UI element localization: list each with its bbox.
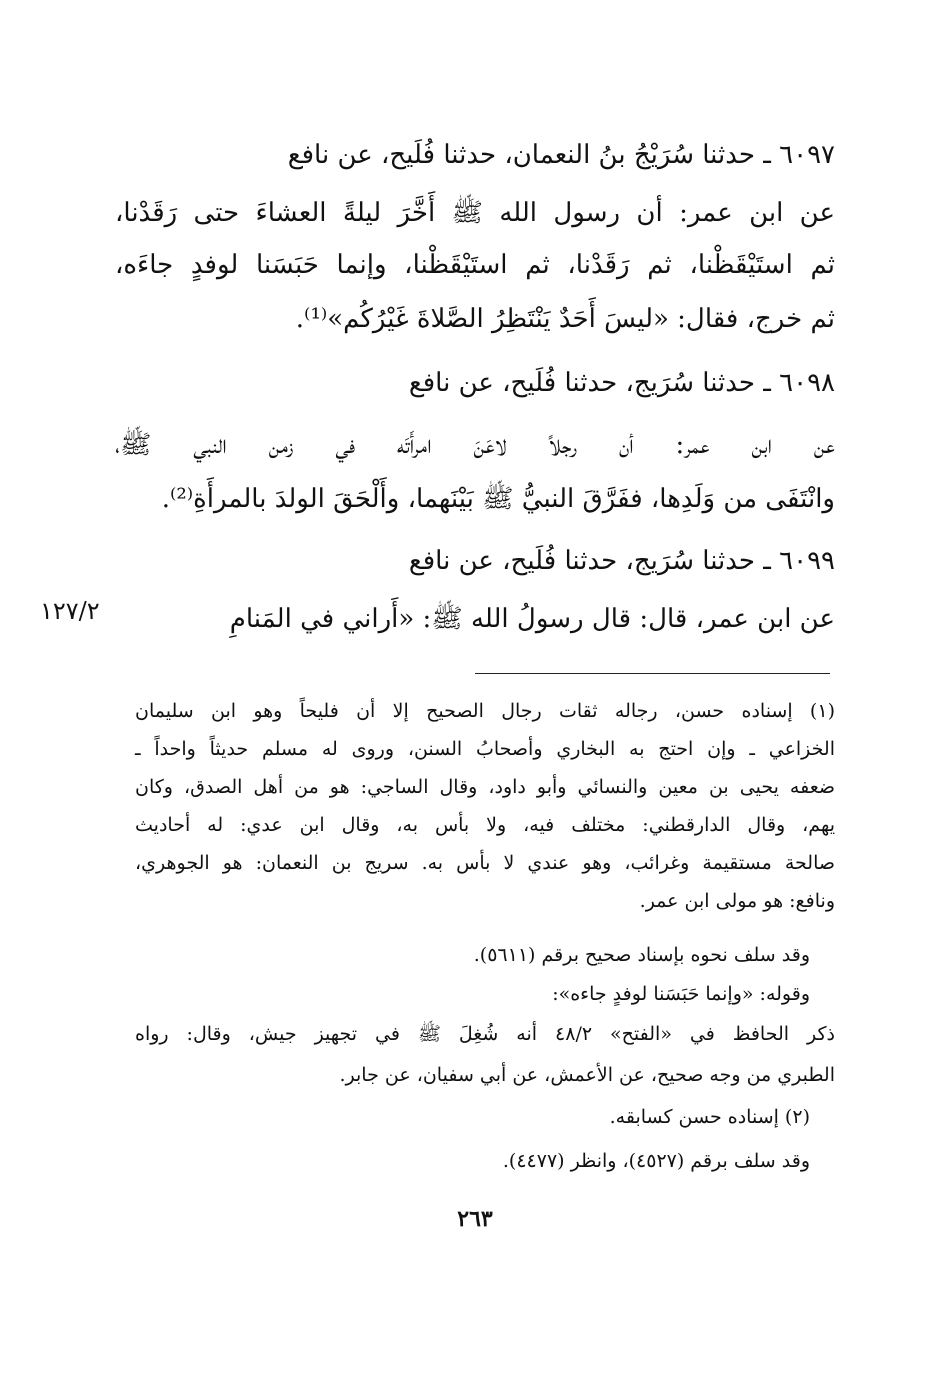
footnote-1-line-1: (١) إسناده حسن، رجاله ثقات رجال الصحيح إلا أن فليحاً وهو ابن سليمان — [135, 700, 835, 722]
hadith-6098-chain: ٦٠٩٨ ـ حدثنا سُرَيج، حدثنا فُلَيح، عن نافع — [408, 368, 835, 398]
footnote-1-line-3: ضعفه يحيى بن معين والنسائي وأبو داود، وقال الساجي: هو من أهل الصدق، وكان — [135, 776, 835, 798]
hadith-6099-chain: ٦٠٩٩ ـ حدثنا سُرَيج، حدثنا فُلَيح، عن نافع — [408, 546, 835, 576]
hadith-6098-text-line-1: عن ابن عمر: أن رجلاً لاعَنَ امرأَتَه في زمن النبي ﷺ، — [115, 430, 835, 460]
footnote-1-line-10: الطبري من وجه صحيح، عن الأعمش، عن أبي سفيان، عن جابر. — [339, 1064, 835, 1086]
hadith-6097-text-line-1: عن ابن عمر: أن رسول الله ﷺ أَخَّرَ ليلةً العشاءَ حتى رَقَدْنا، — [115, 198, 835, 228]
footnote-2-line-1: (٢) إسناده حسن كسابقه. — [609, 1106, 810, 1128]
footnote-1-line-9: ذكر الحافظ في «الفتح» ٤٨/٢ أنه شُغِلَ ﷺ في تجهيز جيش، وقال: رواه — [135, 1023, 835, 1045]
hadith-6097-chain: ٦٠٩٧ ـ حدثنا سُرَيْجُ بنُ النعمان، حدثنا فُلَيح، عن نافع — [287, 140, 835, 170]
footnote-1-line-8: وقوله: «وإنما حَبَسَنا لوفدٍ جاءه»: — [552, 983, 810, 1005]
footnote-1-line-6: ونافع: هو مولى ابن عمر. — [639, 890, 835, 912]
footnote-2-line-2: وقد سلف برقم (٤٥٢٧)، وانظر (٤٤٧٧). — [502, 1150, 810, 1172]
hadith-6099-text-line-1: عن ابن عمر، قال: قال رسولُ الله ﷺ: «أَراني في المَنامِ — [229, 604, 835, 634]
footnote-1-line-5: صالحة مستقيمة وغرائب، وهو عندي لا بأس به. سريج بن النعمان: هو الجوهري، — [135, 852, 835, 874]
hadith-6098-text-line-2: وانْتَفَى من وَلَدِها، ففَرَّقَ النبيُّ ﷺ بَيْنَهما، وأَلْحَقَ الولدَ بالمرأَةِ⁽²⁾. — [161, 484, 835, 514]
footnote-1-line-4: يهم، وقال الدارقطني: مختلف فيه، ولا بأس به، وقال ابن عدي: له أحاديث — [135, 814, 835, 836]
page-number: ٢٦٣ — [457, 1206, 493, 1232]
hadith-6097-text-line-3: ثم خرج، فقال: «ليسَ أَحَدٌ يَنْتَظِرُ الصَّلاةَ غَيْرُكُم»⁽¹⁾. — [295, 304, 835, 334]
footnote-1-line-2: الخزاعي ـ وإن احتج به البخاري وأصحابُ السنن، وروى له مسلم حديثاً واحداً ـ — [135, 738, 835, 760]
hadith-6097-text-line-2: ثم استَيْقَظْنا، ثم رَقَدْنا، ثم استَيْقَظْنا، وإنما حَبَسَنا لوفدٍ جاءَه، — [115, 250, 835, 280]
footnote-1-line-7: وقد سلف نحوه بإسناد صحيح برقم (٥٦١١). — [473, 944, 810, 966]
footnote-divider — [475, 673, 830, 674]
margin-volume-page-ref: ١٢٧/٢ — [40, 597, 100, 625]
